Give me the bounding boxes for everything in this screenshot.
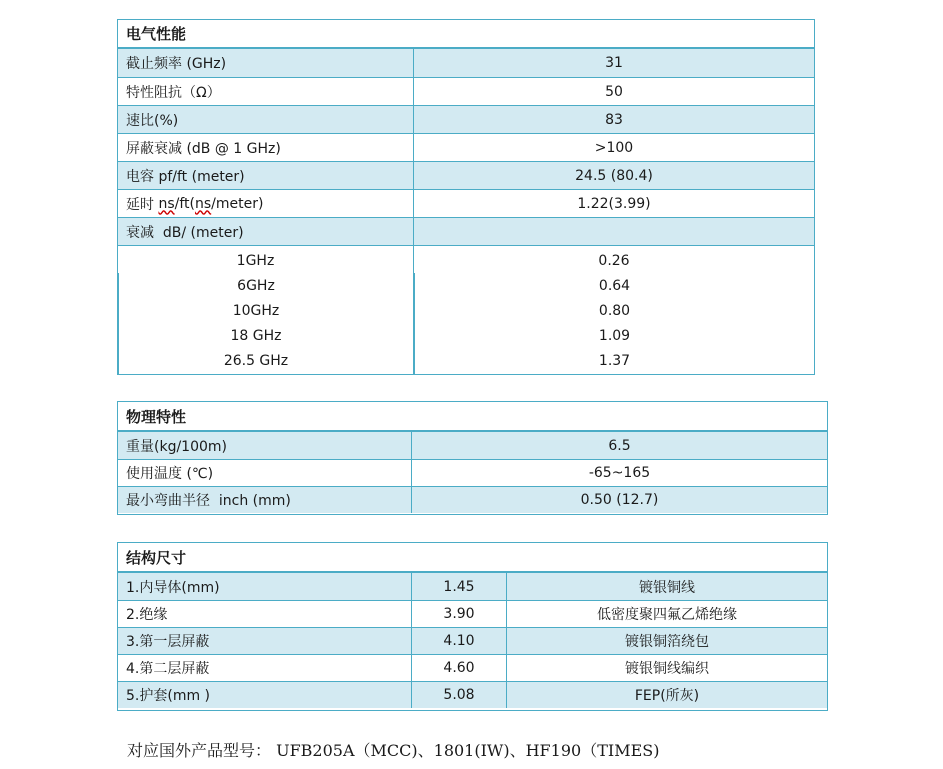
attenuation-freq: 10GHz xyxy=(118,298,413,323)
electrical-title: 电气性能 xyxy=(118,20,814,49)
row-label: 3.第一层屏蔽 xyxy=(126,634,210,650)
table-row xyxy=(118,459,827,486)
table-row xyxy=(118,486,827,513)
row-material: 镀银铜箔绕包 xyxy=(506,628,827,654)
structure-table xyxy=(117,542,828,711)
attenuation-freq: 18 GHz xyxy=(118,324,413,349)
row-label: 电容 pf/ft (meter) xyxy=(126,168,245,185)
row-value: -65~165 xyxy=(411,460,827,486)
table-row xyxy=(118,133,814,161)
electrical-table xyxy=(117,19,815,375)
table-row xyxy=(118,105,814,133)
table-row xyxy=(118,189,814,217)
row-value: 83 xyxy=(413,106,814,133)
attenuation-value: 1.09 xyxy=(414,324,814,349)
row-label: 5.护套(mm ) xyxy=(126,688,211,704)
attenuation-value: 0.26 xyxy=(598,252,630,269)
row-material: 低密度聚四氟乙烯绝缘 xyxy=(506,601,827,627)
row-label: 屏蔽衰减 (dB @ 1 GHz) xyxy=(126,140,281,157)
row-value: 24.5 (80.4) xyxy=(413,162,814,189)
row-value xyxy=(413,218,814,245)
equivalent-models-note: 对应国外产品型号： UFB205A（MCC)、1801(IW)、HF190（TIMES) xyxy=(127,741,660,760)
row-material: 镀银铜线 xyxy=(506,573,827,600)
table-row xyxy=(118,161,814,189)
table-row xyxy=(118,217,814,245)
row-value: 1.22(3.99) xyxy=(413,190,814,217)
row-label: 重量(kg/100m) xyxy=(126,438,227,455)
row-value: 5.08 xyxy=(411,682,506,708)
table-row xyxy=(118,432,827,459)
row-value: 4.60 xyxy=(411,655,506,681)
row-value: 4.10 xyxy=(411,628,506,654)
row-material: 镀银铜线编织 xyxy=(506,655,827,681)
row-label: 4.第二层屏蔽 xyxy=(126,661,210,677)
physical-table xyxy=(117,401,828,515)
table-row xyxy=(118,654,827,681)
label-ns: ns xyxy=(158,195,175,212)
row-value: >100 xyxy=(413,134,814,161)
attenuation-freq: 26.5 GHz xyxy=(118,349,413,374)
table-row xyxy=(118,77,814,105)
row-label: 衰减 dB/ (meter) xyxy=(126,224,244,241)
structure-title: 结构尺寸 xyxy=(118,543,827,573)
row-label: 2.绝缘 xyxy=(126,607,168,623)
table-row xyxy=(118,573,827,600)
row-material: FEP(所灰) xyxy=(506,682,827,708)
row-label: 使用温度 (℃) xyxy=(126,466,214,482)
row-label: 1.内导体(mm) xyxy=(126,579,220,596)
row-value: 1.45 xyxy=(411,573,506,600)
row-label: 最小弯曲半径 inch (mm) xyxy=(126,493,291,509)
attenuation-value: 1.37 xyxy=(414,349,814,374)
row-value: 31 xyxy=(413,49,814,77)
row-label: 截止频率 (GHz) xyxy=(126,56,227,72)
physical-title: 物理特性 xyxy=(118,402,827,432)
row-value: 0.50 (12.7) xyxy=(411,487,827,513)
row-value: 6.5 xyxy=(411,432,827,459)
attenuation-freq: 6GHz xyxy=(118,273,413,298)
row-label: 特性阻抗（Ω） xyxy=(126,84,221,101)
row-label: 速比(%) xyxy=(126,112,179,129)
table-row xyxy=(118,49,814,77)
label-mid: /ft( xyxy=(174,195,195,212)
row-value: 50 xyxy=(413,78,814,105)
attenuation-value-column xyxy=(413,246,814,374)
label-suffix: /meter) xyxy=(211,195,264,212)
label-prefix: 延时 xyxy=(126,196,159,213)
table-row xyxy=(118,627,827,654)
row-label xyxy=(118,190,413,217)
table-row xyxy=(118,600,827,627)
attenuation-value: 0.80 xyxy=(414,298,814,323)
table-row xyxy=(118,681,827,708)
attenuation-freq: 1GHz xyxy=(236,252,275,269)
attenuation-value: 0.64 xyxy=(414,273,814,298)
attenuation-freq-column xyxy=(118,248,413,374)
row-value: 3.90 xyxy=(411,601,506,627)
label-ns: ns xyxy=(194,195,212,212)
attenuation-block xyxy=(118,245,814,374)
